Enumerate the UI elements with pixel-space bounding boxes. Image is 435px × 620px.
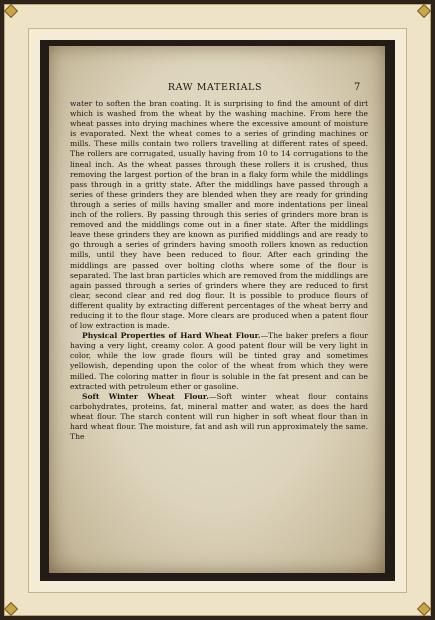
paragraph-text: —Soft winter wheat flour contains carbohydrates, proteins, fat, mineral matter and water, as does the hard wheat flour. The starch content will run higher in soft wheat flour than in hard wheat flour. The moisture, fat and ash will run approximately the same. The [70, 391, 368, 442]
section-heading: Soft Winter Wheat Flour. [82, 391, 209, 401]
paragraph-hard-wheat [70, 331, 368, 392]
page-header [69, 82, 361, 96]
page-body [70, 99, 368, 442]
page-number: 7 [354, 82, 361, 93]
book-page [49, 46, 385, 573]
paragraph-milling [70, 99, 368, 331]
paragraph-text: —The baker prefers a flour having a very light, creamy color. A good patent flour will be very light in color, while the low grade flours will be tinted gray and sometimes yellowish, depending upon the color of the wheat from which they were milled. The coloring matter in flour is soluble in the fat present and can be extracted with petroleum ether or gasoline. [70, 331, 368, 391]
section-heading: Physical Properties of Hard Wheat Flour. [82, 331, 261, 341]
paragraph-soft-wheat [70, 392, 368, 442]
running-head: RAW MATERIALS [167, 82, 263, 93]
paragraph-text: water to soften the bran coating. It is surprising to find the amount of dirt which is washed from the wheat by the washing machine. From here the wheat passes into drying machines where the excessive amount of moisture is evaporated. Next the wheat comes to a series of grinding machines or mills. These mills contain two rollers travelling at different rates of speed. The rollers are corrugated, usually having from 10 to 14 corrugations to the lineal inch. As the wheat passes through these rollers it is crushed, thus removing the largest portion of the bran in a flaky form while the middlings pass through in a gritty state. After the middlings have passed through a series of these grinders they are blended when they are ready for grinding through a series of mills having smaller and more indentations per lineal inch of the rollers. By passing through this series of grinders more bran is removed and the middlings come out in a finer state. After the middlings leave these grinders they are known as purified middlings and are ready to go through a series of grinders having smooth rollers known as reduction mills, until they have been reduced to flour. After each grinding the middlings are passed over bolting cloths where some of the flour is separated. The last bran particles which are removed from the middlings are again passed through a series of grinders where they are reduced to first clear, second clear and red dog flour. It is possible to produce flours of different quality by extracting different percentages of the wheat berry and reducing it to the flour stage. More clears are produced when a patent flour of low extraction is made. [70, 99, 368, 331]
